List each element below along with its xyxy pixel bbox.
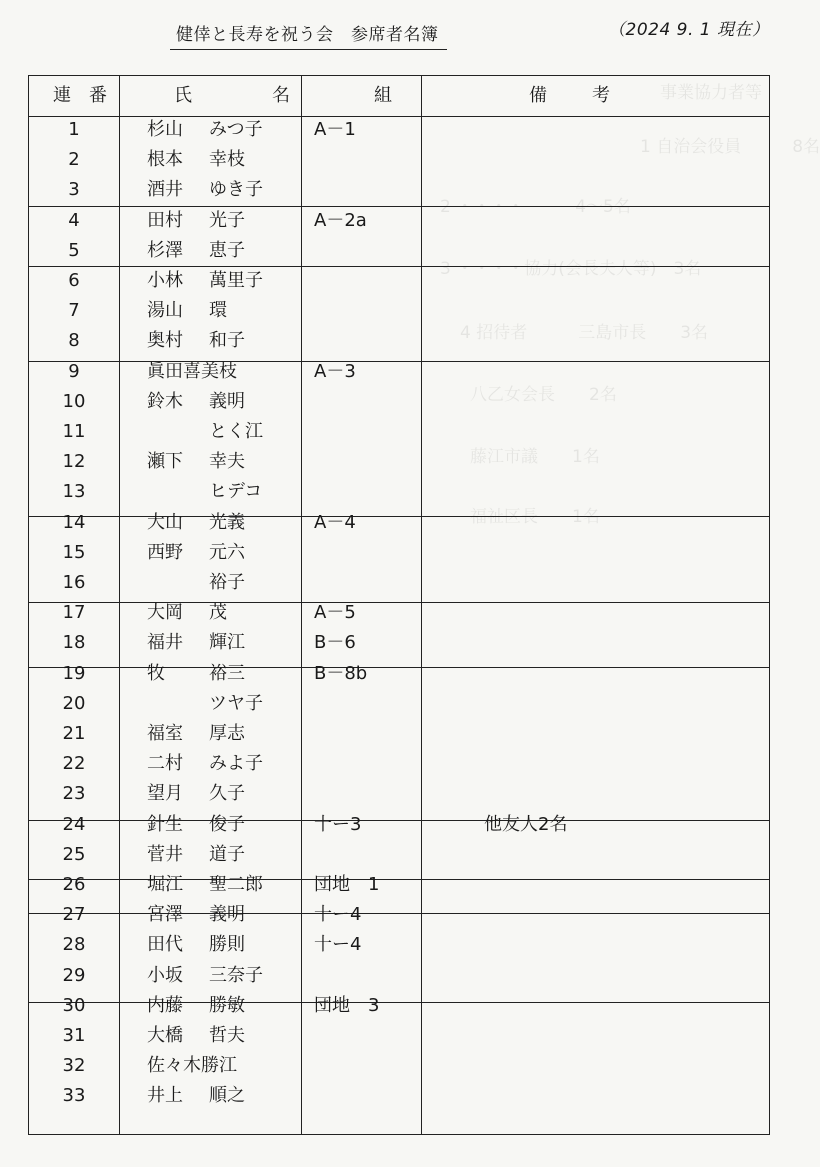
row-group: B－8b xyxy=(314,662,368,684)
row-group: A－1 xyxy=(314,119,356,140)
bleed-line: 2 ・・・・ 4～5名 xyxy=(440,197,631,217)
table-row xyxy=(29,206,769,236)
bleed-line: 福祉区長 1名 xyxy=(470,507,600,527)
row-given-name: 環 xyxy=(209,300,227,322)
table-row xyxy=(29,689,769,719)
header-remarks-left: 備 xyxy=(529,85,547,106)
row-given-name: 順之 xyxy=(209,1085,245,1107)
table-bottom-line xyxy=(29,1134,769,1135)
header-group: 組 xyxy=(374,85,392,106)
bleed-line: 藤江市議 1名 xyxy=(470,447,600,467)
table-row xyxy=(29,810,769,840)
row-given-name: ヒデコ xyxy=(209,481,263,503)
row-given-name: 元六 xyxy=(209,541,245,563)
row-number: 33 xyxy=(62,1085,86,1107)
row-group: A－5 xyxy=(314,602,356,624)
row-number: 24 xyxy=(62,813,86,835)
row-surname: 瀬下 xyxy=(147,451,183,473)
row-number: 4 xyxy=(68,209,80,231)
header-remarks-right: 考 xyxy=(592,85,610,106)
row-group: 団地 1 xyxy=(314,874,380,895)
row-given-name: 幸枝 xyxy=(209,149,245,171)
row-given-name: みよ子 xyxy=(209,753,263,775)
row-surname: 湯山 xyxy=(147,300,183,322)
table-row xyxy=(29,719,769,749)
row-group: 十ー3 xyxy=(314,813,362,835)
row-given-name: 茂 xyxy=(209,602,227,624)
row-given-name: 三奈子 xyxy=(209,964,263,986)
row-group: B－6 xyxy=(314,632,356,654)
row-surname: 針生 xyxy=(147,813,183,835)
row-surname: 宮澤 xyxy=(147,904,183,926)
table-row xyxy=(29,357,769,387)
table-row xyxy=(29,628,769,658)
row-given-name: 俊子 xyxy=(209,813,245,835)
table-row xyxy=(29,568,769,598)
row-given-name: ツヤ子 xyxy=(209,692,263,714)
row-number: 18 xyxy=(62,632,86,654)
table-row xyxy=(29,387,769,417)
row-given-name: 道子 xyxy=(209,843,245,865)
row-number: 23 xyxy=(62,783,86,805)
table-row xyxy=(29,840,769,870)
bleed-line: 八乙女会長 2名 xyxy=(470,385,617,405)
table-row xyxy=(29,1081,769,1111)
row-number: 29 xyxy=(62,964,86,986)
row-surname: 望月 xyxy=(147,783,183,805)
row-surname: 堀江 xyxy=(147,874,183,895)
table-row xyxy=(29,930,769,960)
row-surname: 鈴木 xyxy=(147,390,183,412)
row-surname: 田村 xyxy=(147,209,183,231)
row-number: 11 xyxy=(62,421,86,442)
row-surname: 田代 xyxy=(147,934,183,956)
row-number: 8 xyxy=(68,330,80,352)
row-given-name: 輝江 xyxy=(209,632,245,654)
row-number: 31 xyxy=(62,1025,86,1046)
row-number: 27 xyxy=(62,904,86,926)
row-number: 21 xyxy=(62,723,86,744)
row-surname: 小林 xyxy=(147,270,183,291)
row-surname: 眞田喜美枝 xyxy=(147,360,237,382)
row-number: 13 xyxy=(62,481,86,503)
table-row xyxy=(29,870,769,900)
row-surname: 杉山 xyxy=(147,119,183,140)
row-given-name: 厚志 xyxy=(209,723,245,744)
bleed-line: 1 自治会役員 8名 xyxy=(640,137,820,157)
row-given-name: 裕三 xyxy=(209,662,245,684)
table-row xyxy=(29,266,769,296)
row-given-name: 聖二郎 xyxy=(209,874,263,895)
row-number: 3 xyxy=(68,179,80,201)
roster-table xyxy=(28,75,770,1135)
row-number: 1 xyxy=(68,119,80,140)
row-given-name: 恵子 xyxy=(209,239,245,261)
table-row xyxy=(29,659,769,689)
row-surname: 小坂 xyxy=(147,964,183,986)
row-number: 2 xyxy=(68,149,80,171)
row-number: 12 xyxy=(62,451,86,473)
row-surname: 井上 xyxy=(147,1085,183,1107)
row-remarks: 他友人2名 xyxy=(484,813,568,835)
row-number: 28 xyxy=(62,934,86,956)
table-row xyxy=(29,447,769,477)
row-number: 19 xyxy=(62,662,86,684)
table-row xyxy=(29,326,769,356)
header-name-right: 名 xyxy=(272,85,290,106)
row-surname: 佐々木勝江 xyxy=(147,1055,237,1077)
row-number: 20 xyxy=(62,692,86,714)
row-number: 7 xyxy=(68,300,80,322)
as-of-date: （2024 9. 1 現在） xyxy=(608,20,770,40)
table-row xyxy=(29,598,769,628)
header-name-left: 氏 xyxy=(174,85,192,106)
row-number: 17 xyxy=(62,602,86,624)
table-row xyxy=(29,779,769,809)
table-header xyxy=(29,75,769,117)
table-row xyxy=(29,175,769,205)
row-given-name: 光義 xyxy=(209,511,245,533)
row-given-name: とく江 xyxy=(209,421,263,442)
row-number: 6 xyxy=(68,270,80,291)
table-row xyxy=(29,417,769,447)
row-number: 14 xyxy=(62,511,86,533)
row-given-name: 和子 xyxy=(209,330,245,352)
row-given-name: 勝敏 xyxy=(209,994,245,1016)
bleed-line: 事業協力者等 xyxy=(660,83,762,103)
row-group: A－4 xyxy=(314,511,356,533)
row-number: 25 xyxy=(62,843,86,865)
row-surname: 福室 xyxy=(147,723,183,744)
table-row xyxy=(29,1021,769,1051)
row-given-name: 義明 xyxy=(209,390,245,412)
row-surname: 根本 xyxy=(147,149,183,171)
row-given-name: 萬里子 xyxy=(209,270,263,291)
row-group: 団地 3 xyxy=(314,994,380,1016)
table-row xyxy=(29,115,769,145)
row-surname: 内藤 xyxy=(147,994,183,1016)
row-surname: 二村 xyxy=(147,753,183,775)
row-group: 十ー4 xyxy=(314,934,362,956)
row-given-name: 幸夫 xyxy=(209,451,245,473)
row-surname: 大岡 xyxy=(147,602,183,624)
row-surname: 大山 xyxy=(147,511,183,533)
table-row xyxy=(29,296,769,326)
row-surname: 菅井 xyxy=(147,843,183,865)
row-given-name: 光子 xyxy=(209,209,245,231)
table-row xyxy=(29,145,769,175)
row-given-name: みつ子 xyxy=(209,119,263,140)
row-surname: 西野 xyxy=(147,541,183,563)
table-row xyxy=(29,961,769,991)
row-given-name: 義明 xyxy=(209,904,245,926)
table-row xyxy=(29,538,769,568)
table-row xyxy=(29,900,769,930)
row-given-name: ゆき子 xyxy=(209,179,263,201)
row-group: A－2a xyxy=(314,209,367,231)
row-surname: 大橋 xyxy=(147,1025,183,1046)
bleed-line: 4 招待者 三島市長 3名 xyxy=(460,323,709,343)
bleed-line: 3 ・・・・協力(会長夫人等) 3名 xyxy=(440,259,702,279)
row-surname: 杉澤 xyxy=(147,239,183,261)
row-number: 16 xyxy=(62,572,86,593)
table-row xyxy=(29,508,769,538)
table-row xyxy=(29,991,769,1021)
row-given-name: 勝則 xyxy=(209,934,245,956)
row-group: A－3 xyxy=(314,360,356,382)
row-number: 22 xyxy=(62,753,86,775)
row-surname: 牧 xyxy=(147,662,165,684)
row-number: 5 xyxy=(68,239,80,261)
row-number: 9 xyxy=(68,360,80,382)
row-group: 十ー4 xyxy=(314,904,362,926)
row-surname: 福井 xyxy=(147,632,183,654)
row-number: 26 xyxy=(62,874,86,895)
document-title: 健倖と長寿を祝う会 参席者名簿 xyxy=(170,20,447,50)
table-row xyxy=(29,749,769,779)
table-row xyxy=(29,1051,769,1081)
row-surname: 酒井 xyxy=(147,179,183,201)
row-number: 30 xyxy=(62,994,86,1016)
header-number: 連 番 xyxy=(53,85,107,106)
table-row xyxy=(29,477,769,507)
row-number: 15 xyxy=(62,541,86,563)
row-number: 10 xyxy=(62,390,86,412)
row-given-name: 哲夫 xyxy=(209,1025,245,1046)
row-surname: 奥村 xyxy=(147,330,183,352)
row-given-name: 裕子 xyxy=(209,572,245,593)
row-given-name: 久子 xyxy=(209,783,245,805)
row-number: 32 xyxy=(62,1055,86,1077)
table-row xyxy=(29,236,769,266)
